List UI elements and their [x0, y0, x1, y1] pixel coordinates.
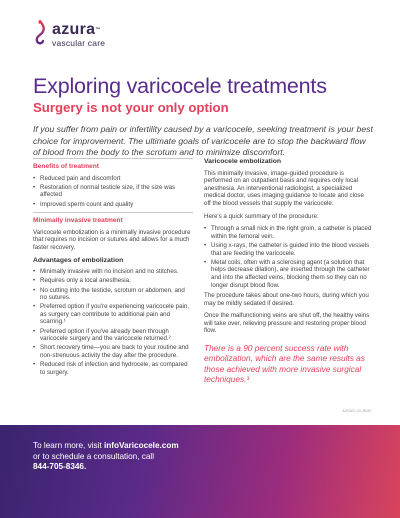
advantages-heading: Advantages of embolization	[33, 256, 124, 264]
list-item: • Metal coils, often with a sclerosing agent (a solution that helps decrease dilation), are inserted through the catheter and into the affected veins, blocking them so they can no longer disrupt blood flow.	[204, 259, 372, 289]
footer-line-2: or to schedule a consultation, call	[33, 451, 155, 461]
page-subtitle: Surgery is not your only option	[33, 100, 229, 115]
list-item: • Restoration of normal testicle size, if the size was affected	[33, 184, 193, 199]
divider	[33, 158, 193, 159]
footer-line-1	[33, 441, 253, 452]
list-item: • Using x-rays, the catheter is guided into the blood vessels that are feeding the varicocele.	[204, 242, 372, 257]
procedure-duration-paragraph: The procedure takes about one-two hours, during which you may be mildly sedated if desired.	[204, 292, 369, 307]
procedure-steps-list	[204, 225, 372, 289]
azura-logo	[33, 20, 105, 48]
footer-contact	[33, 441, 253, 473]
page-title: Exploring varicocele treatments	[33, 74, 327, 98]
minimally-invasive-paragraph: Varicocele embolization is a minimally invasive procedure that requires no incision or sutures and allows for a much faster recovery.	[33, 228, 191, 251]
recovery-paragraph: Once the malfunctioning veins are shut off, the healthy veins will take over, relieving pressure and restoring proper blood flow.	[204, 312, 370, 335]
brand-name: azura™	[52, 21, 101, 38]
list-item: • Reduced pain and discomfort	[33, 175, 193, 183]
right-column	[204, 158, 372, 385]
footer-text: To learn more, visit	[33, 441, 104, 450]
brand-subtitle: vascular care	[52, 38, 106, 48]
list-item: • Preferred option if you're experiencing varicocele pain, as surgery can contribute to additional pain and scarring.¹	[33, 303, 193, 326]
list-item: • Minimally invasive with no incision and no stitches.	[33, 268, 193, 276]
website-link[interactable]: infoVaricocele.com	[103, 441, 179, 450]
intro-paragraph: If you suffer from pain or infertility caused by a varicocele, seeking treatment is your best choice for improvement. The ultimate goals of varicocele are to stop the backward flow of blood from the body to the scrotum and to minimize discomfort.	[33, 124, 373, 157]
procedure-summary-intro: Here's a quick summary of the procedure:	[204, 212, 319, 220]
list-item: • Reduced risk of infection and hydrocele, as compared to surgery.	[33, 361, 193, 376]
divider	[33, 212, 193, 213]
list-item: • No cutting into the testicle, scrotum or abdomen, and no sutures.	[33, 287, 193, 302]
minimally-invasive-heading: Minimally invasive treatment	[33, 217, 123, 225]
list-item: • Requires only a local anesthesia.	[33, 277, 193, 285]
embolization-heading: Varicocele embolization	[204, 158, 282, 165]
left-column	[33, 158, 193, 379]
document-code: AZVAS-VV-R067	[342, 409, 372, 413]
success-rate-callout: There is a 90 percent success rate with embolization, which are the same results as those achieved with more invasive surgical techniques.³	[204, 343, 365, 385]
advantages-list	[33, 268, 193, 376]
embolization-paragraph: This minimally invasive, image-guided procedure is performed on an outpatient basis and requires only local anesthesia. An interventional radiologist, a specialized medical doctor, uses imaging guidance to locate and close off the blood vessels that supply the varicocele.	[204, 169, 364, 207]
list-item: • Through a small nick in the right groin, a catheter is placed within the femoral vein.	[204, 225, 372, 240]
benefits-heading: Benefits of treatment	[33, 163, 99, 170]
list-item: • Short recovery time—you are back to your routine and non-strenuous activity the day after the procedure.	[33, 344, 193, 359]
list-item: • Preferred option if you've already been through varicocele surgery and the varicocele returned.²	[33, 328, 193, 343]
list-item: • Improved sperm count and quality	[33, 201, 193, 209]
phone-number[interactable]: 844-705-8346.	[33, 462, 87, 472]
azura-logo-icon	[33, 20, 47, 46]
benefits-list	[33, 175, 193, 209]
